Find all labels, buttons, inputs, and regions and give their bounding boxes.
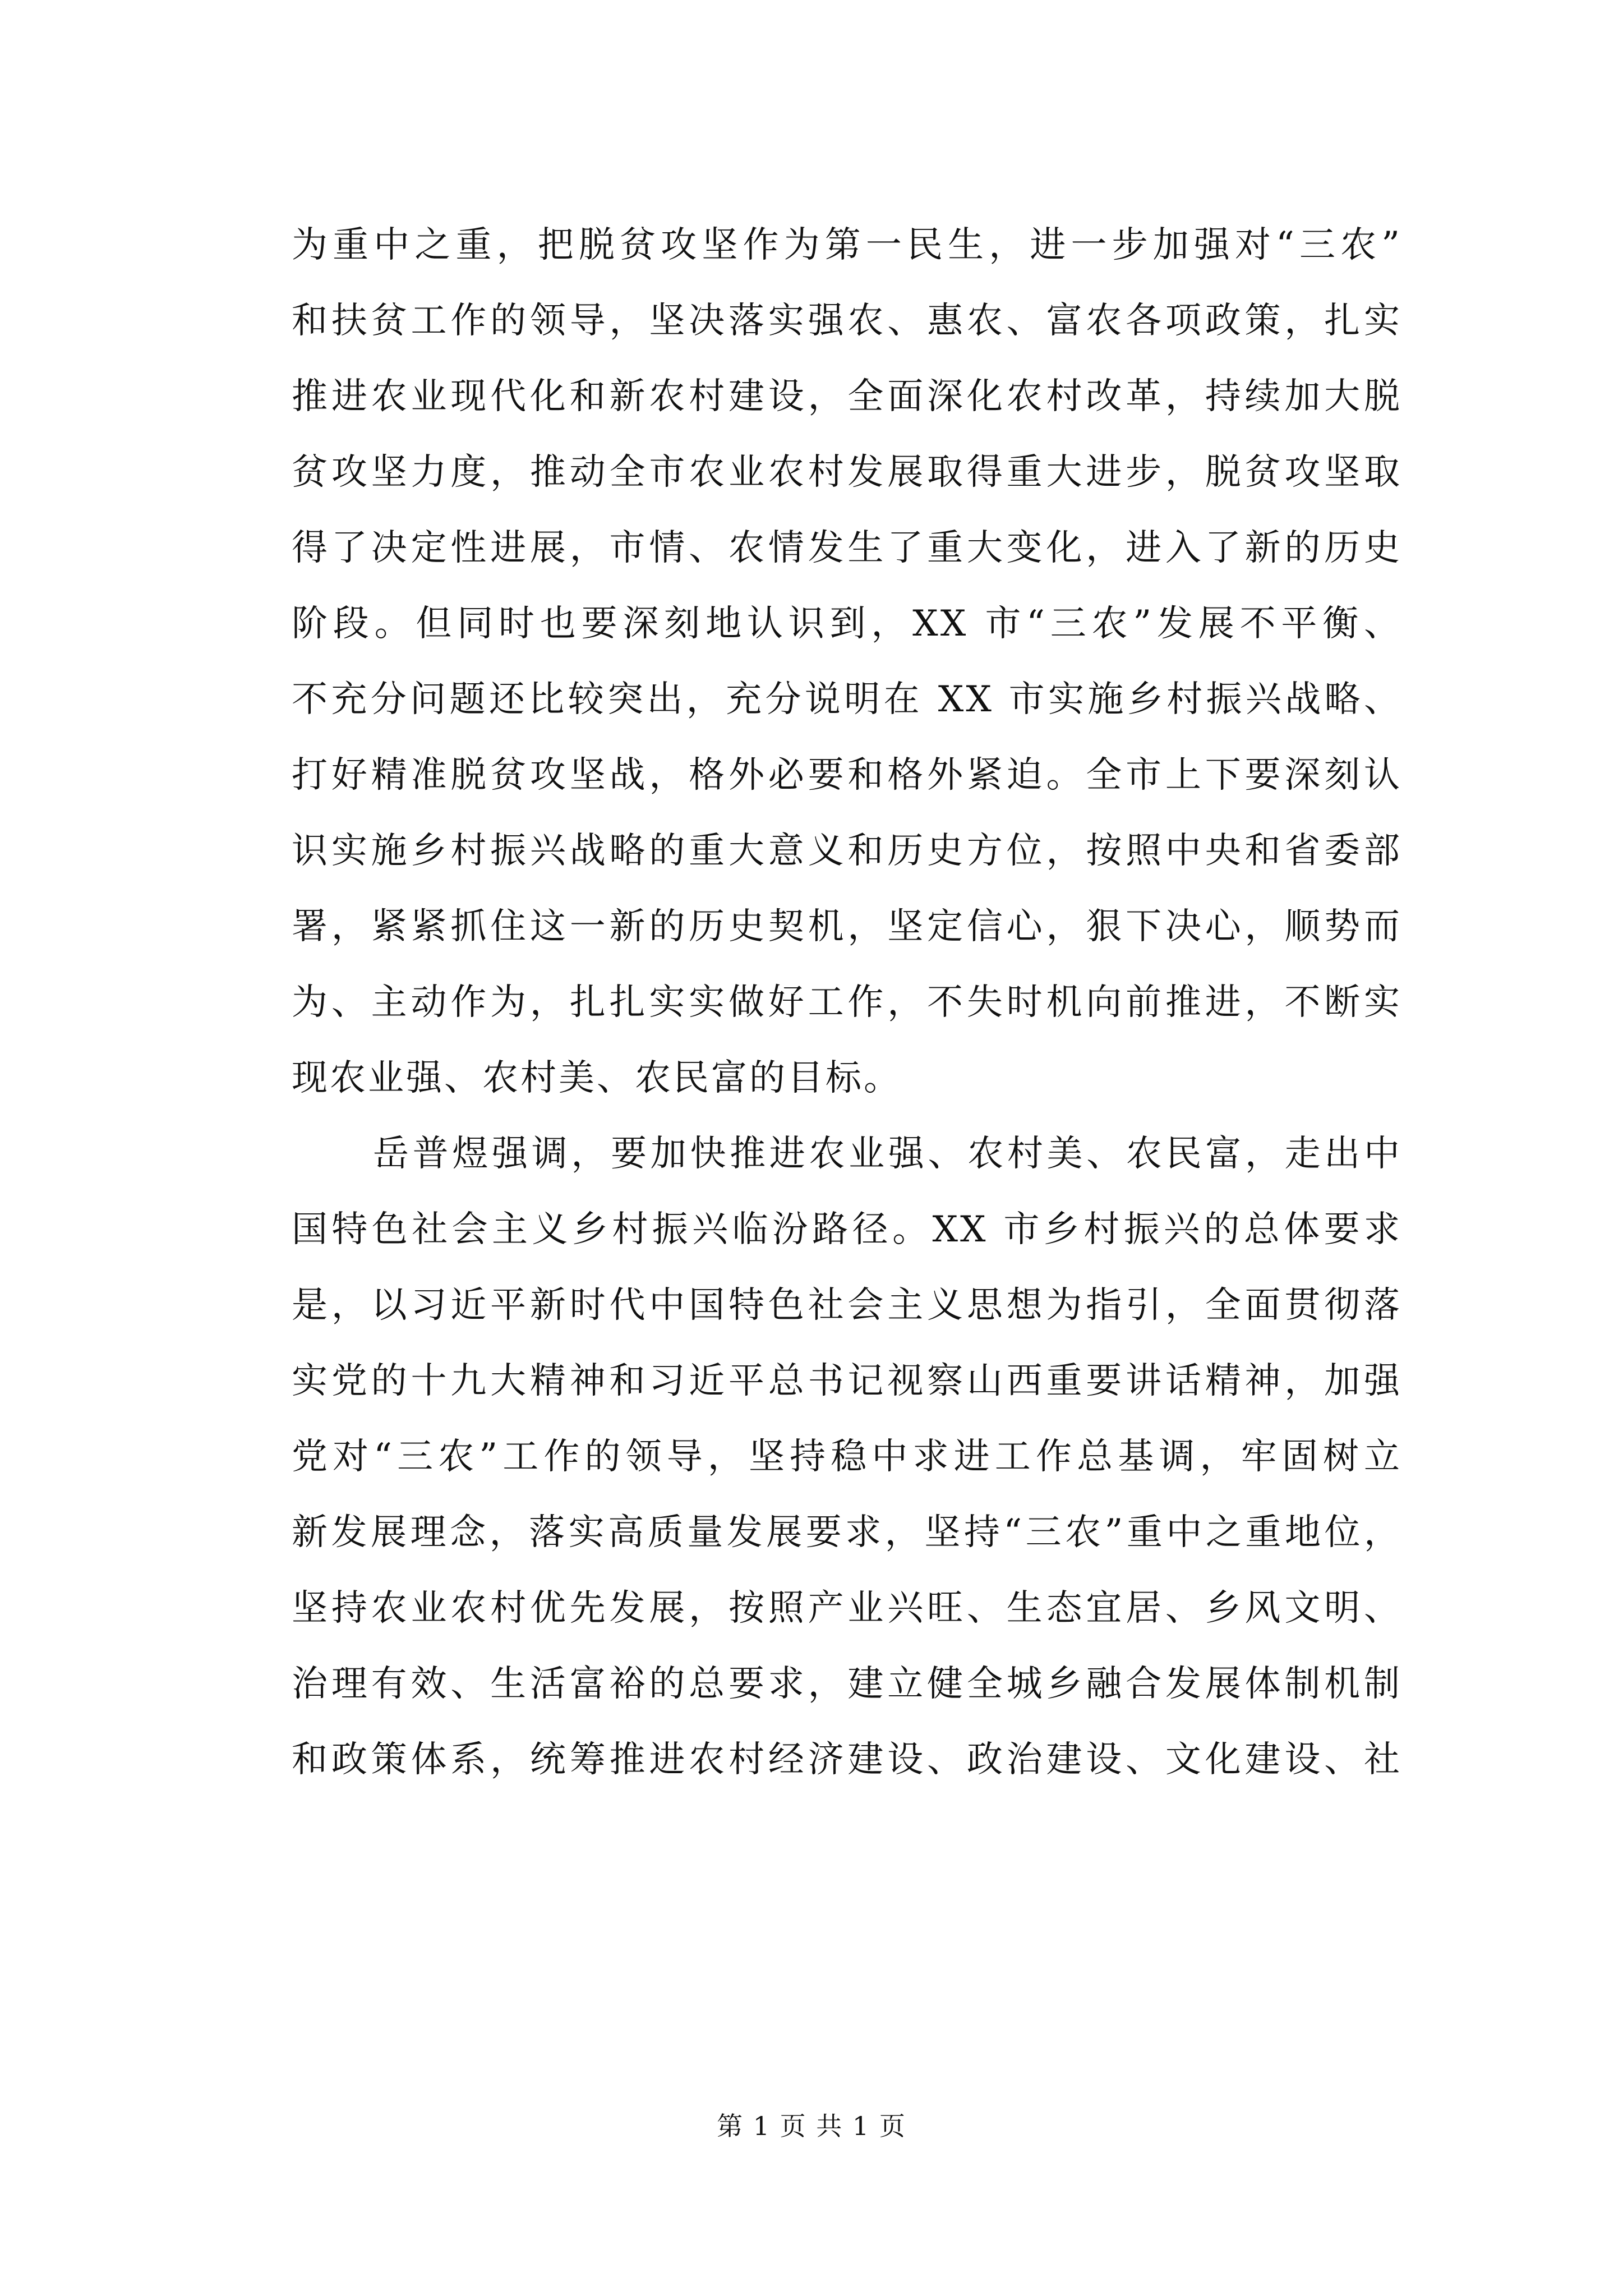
paragraph-2 [292,1116,1402,1798]
text-line: 国特色社会主义乡村振兴临汾路径。XX 市乡村振兴的总体要求 [292,1209,1402,1250]
text-line: 新发展理念，落实高质量发展要求，坚持“三农”重中之重地位， [292,1512,1402,1553]
text-line: 识实施乡村振兴战略的重大意义和历史方位，按照中央和省委部 [292,830,1402,872]
text-line: 得了决定性进展，市情、农情发生了重大变化，进入了新的历史 [292,527,1402,569]
text-line: 贫攻坚力度，推动全市农业农村发展取得重大进步，脱贫攻坚取 [292,452,1402,493]
text-line: 和扶贫工作的领导，坚决落实强农、惠农、富农各项政策，扎实 [292,300,1402,342]
text-line: 阶段。但同时也要深刻地认识到，XX 市“三农”发展不平衡、 [292,603,1402,645]
text-line: 推进农业现代化和新农村建设，全面深化农村改革，持续加大脱 [292,376,1402,417]
text-line: 署，紧紧抓住这一新的历史契机，坚定信心，狠下决心，顺势而 [292,906,1402,947]
document-body [292,208,1402,1798]
text-line: 为、主动作为，扎扎实实做好工作，不失时机向前推进，不断实 [292,982,1402,1023]
text-line: 治理有效、生活富裕的总要求，建立健全城乡融合发展体制机制 [292,1663,1402,1705]
page-number: 第 1 页 共 1 页 [717,2111,906,2141]
paragraph-1 [292,208,1402,1116]
text-line: 和政策体系，统筹推进农村经济建设、政治建设、文化建设、社 [292,1739,1402,1780]
text-line: 现农业强、农村美、农民富的目标。 [292,1057,902,1099]
text-line: 党对“三农”工作的领导，坚持稳中求进工作总基调，牢固树立 [292,1436,1402,1478]
text-line: 是，以习近平新时代中国特色社会主义思想为指引，全面贯彻落 [292,1285,1402,1326]
text-line: 岳普煜强调，要加快推进农业强、农村美、农民富，走出中 [373,1133,1402,1175]
text-line: 打好精准脱贫攻坚战，格外必要和格外紧迫。全市上下要深刻认 [292,754,1402,796]
text-line: 坚持农业农村优先发展，按照产业兴旺、生态宜居、乡风文明、 [292,1588,1402,1629]
text-line: 实党的十九大精神和习近平总书记视察山西重要讲话精神，加强 [292,1360,1402,1402]
page-footer [0,2109,1623,2143]
text-line: 不充分问题还比较突出，充分说明在 XX 市实施乡村振兴战略、 [292,679,1402,720]
text-line: 为重中之重，把脱贫攻坚作为第一民生，进一步加强对“三农” [292,224,1402,266]
